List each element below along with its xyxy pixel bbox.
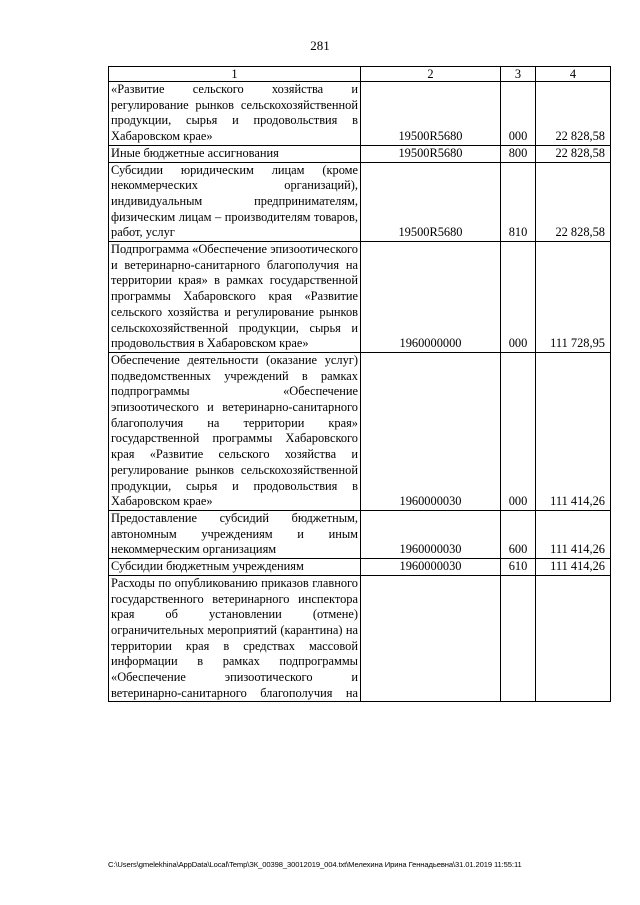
page-number: 281 [310,38,330,53]
row-amount: 111 728,95 [536,242,611,353]
table-row [109,162,611,242]
row-code [361,575,501,702]
row-code: 19500R5680 [361,82,501,146]
row-type: 810 [501,162,536,242]
row-code: 1960000030 [361,352,501,510]
row-amount [536,575,611,702]
row-type: 000 [501,352,536,510]
row-name: Субсидии бюджетным учреждениям [109,559,361,576]
row-code: 19500R5680 [361,162,501,242]
row-amount: 111 414,26 [536,352,611,510]
table-row [109,559,611,576]
row-name: Иные бюджетные ассигнования [109,145,361,162]
row-amount: 22 828,58 [536,145,611,162]
table-row [109,145,611,162]
row-type: 600 [501,510,536,558]
table-header-row [109,67,611,82]
row-name: «Развитие сельского хозяйства и регулирование рынков сельскохозяйственной продукции, сырья и продовольствия в Хабаровском крае» [109,82,361,146]
table-row [109,82,611,146]
row-type: 800 [501,145,536,162]
row-name: Предоставление субсидий бюджетным, автономным учреждениям и иным некоммерческим организациям [109,510,361,558]
header-col-4: 4 [536,67,611,82]
row-code: 1960000030 [361,559,501,576]
table-row [109,575,611,702]
row-amount: 111 414,26 [536,510,611,558]
header-col-1: 1 [109,67,361,82]
row-type: 610 [501,559,536,576]
budget-table [108,66,611,702]
file-path-footer: C:\Users\gmelekhina\AppData\Local\Temp\ЗК_00398_30012019_004.txt\Мелехина Ирина Геннадьевна\31.01.2019 11:55:11 [108,860,522,869]
row-code: 1960000000 [361,242,501,353]
table-row [109,510,611,558]
table-row [109,352,611,510]
row-code: 1960000030 [361,510,501,558]
row-amount: 22 828,58 [536,82,611,146]
row-name: Субсидии юридическим лицам (кроме некоммерческих организаций), индивидуальным предпринимателям, физическим лицам – производителям товаров, работ, услуг [109,162,361,242]
row-code: 19500R5680 [361,145,501,162]
row-type: 000 [501,242,536,353]
header-col-3: 3 [501,67,536,82]
row-amount: 111 414,26 [536,559,611,576]
row-name: Расходы по опубликованию приказов главного государственного ветеринарного инспектора края об установлении (отмене) ограничительных мероприятий (карантина) на территории края в средствах массовой информации в рамках подпрограммы «Обеспечение эпизоотического и ветеринарно-санитарного благополучия на [109,575,361,702]
row-type [501,575,536,702]
header-col-2: 2 [361,67,501,82]
row-amount: 22 828,58 [536,162,611,242]
row-name: Подпрограмма «Обеспечение эпизоотического и ветеринарно-санитарного благополучия на территории края» в рамках государственной программы Хабаровского края «Развитие сельского хозяйства и регулирование рынков сельскохозяйственной продукции, сырья и продовольствия в Хабаровском крае» [109,242,361,353]
row-name: Обеспечение деятельности (оказание услуг) подведомственных учреждений в рамках подпрограммы «Обеспечение эпизоотического и ветеринарно-санитарного благополучия на территории края» государственной программы Хабаровского края «Развитие сельского хозяйства и регулирование рынков сельскохозяйственной продукции, сырья и продовольствия в Хабаровском крае» [109,352,361,510]
table-row [109,242,611,353]
row-type: 000 [501,82,536,146]
